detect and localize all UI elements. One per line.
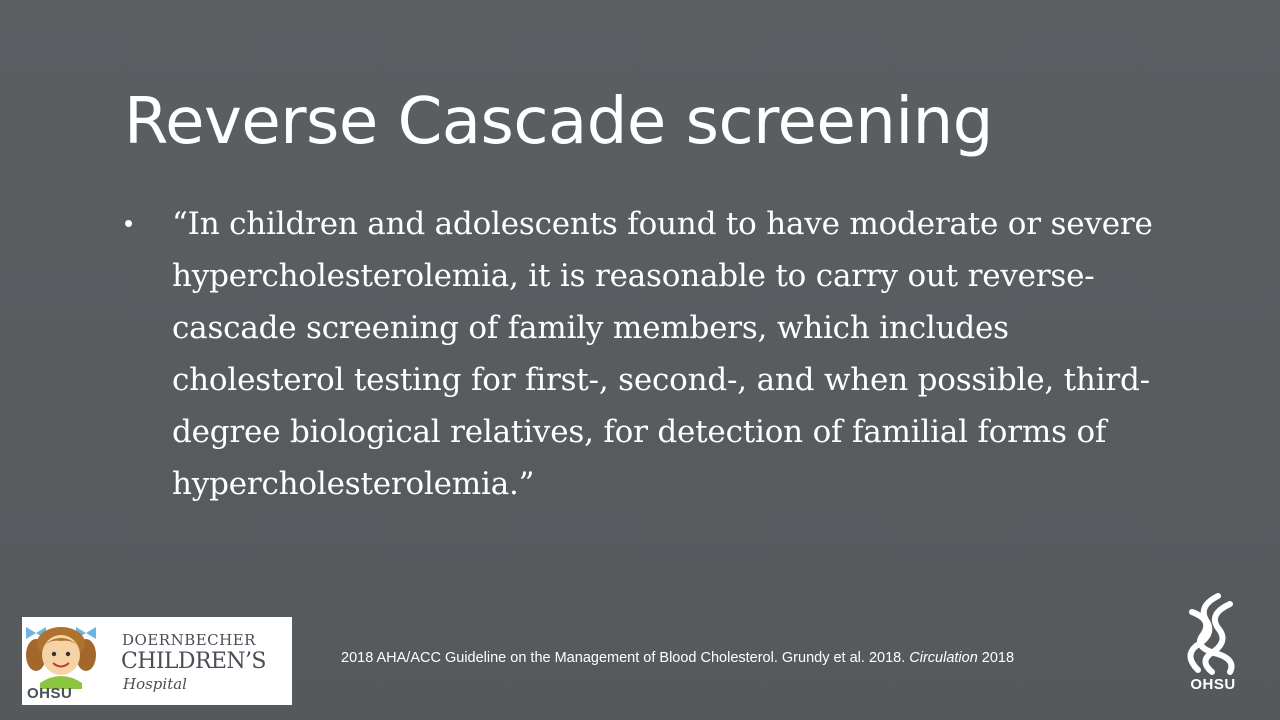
bullet-text: “In children and adolescents found to have moderate or severe hypercholesterolemia, it is reasonable to carry out reverse-cascade screening of family members, which includes cholesterol testing for first-, second-, and when possible, third-degree biological relatives, for detection of familial forms of hypercholesterolemia.” bbox=[172, 206, 1153, 502]
citation-main: 2018 AHA/ACC Guideline on the Management of Blood Cholesterol. Grundy et al. 2018. bbox=[341, 650, 910, 666]
ohsu-logo-text: OHSU bbox=[1190, 676, 1236, 693]
ohsu-helix-icon bbox=[1178, 590, 1248, 676]
logo-line-hospital: Hospital bbox=[123, 675, 187, 693]
citation-year: 2018 bbox=[977, 650, 1015, 666]
bullet-marker: • bbox=[124, 208, 134, 238]
bullet-item bbox=[120, 198, 1170, 510]
citation-journal: Circulation bbox=[909, 650, 978, 666]
logo-line-doernbecher: DOERNBECHER bbox=[122, 631, 256, 649]
doernbecher-ohsu-badge: OHSU bbox=[27, 685, 73, 702]
slide-title: Reverse Cascade screening bbox=[124, 85, 993, 159]
citation bbox=[341, 650, 1014, 666]
ohsu-logo bbox=[1178, 590, 1248, 698]
logo-line-childrens: CHILDREN’S bbox=[121, 649, 266, 674]
bullet-list bbox=[120, 198, 1170, 510]
doernbecher-logo bbox=[22, 617, 292, 705]
